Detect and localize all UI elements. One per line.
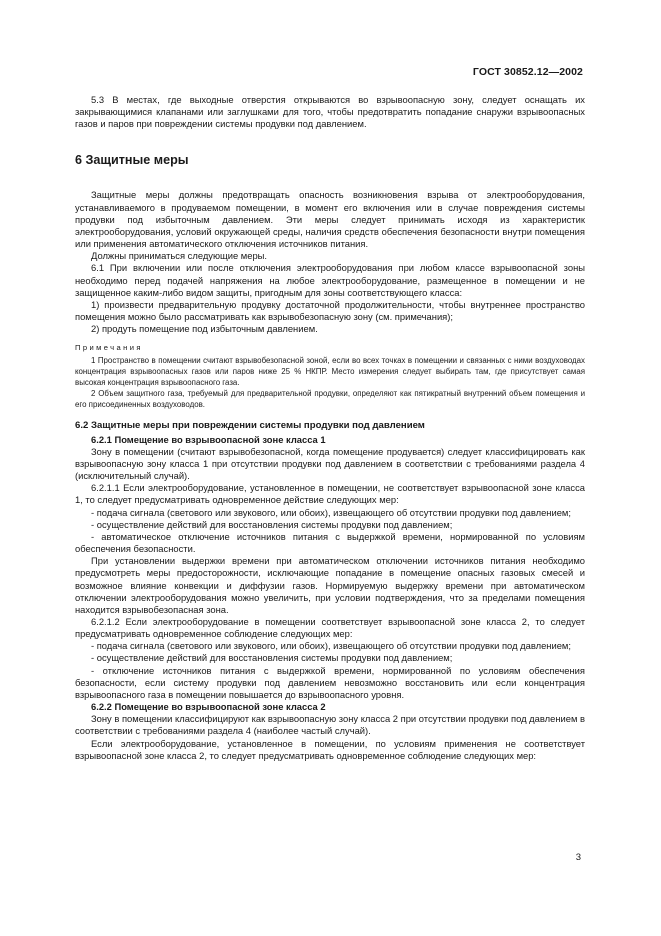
- section-6-intro: Защитные меры должны предотвращать опасность возникновения взрыва от электрооборудования, устанавливаемого в продуваемом помещении, в момент его включения или в случае повреждения системы продувки под избыточным давлением. Эти меры следует принимать исходя из характеристик электрооборудования, условий окружающей среды, наличия средств обеспечения безопасности внутри помещения или применения автоматического отключения источников питания.: [75, 189, 585, 250]
- document-code: ГОСТ 30852.12—2002: [472, 66, 583, 78]
- page-number: 3: [575, 852, 581, 863]
- list-item-1: 1) произвести предварительную продувку достаточной продолжительности, чтобы внутреннее пространство помещения можно было рассматривать как взрывобезопасную зону (см. примечания);: [75, 298, 585, 323]
- delay-paragraph: При установлении выдержки времени при автоматическом отключении источников питания необходимо предусмотреть меры предосторожности, исключающие попадание в помещение опасных газовых смесей и возможное влияние конвекции и диффузии газов. Нормируемую выдержку времени при автоматическом отключении электрооборудования можно увеличить, при условии подтверждения, что за пределами помещения находится взрывобезопасная зона.: [75, 555, 585, 615]
- list-item-a1: - подача сигнала (светового или звукового, или обоих), извещающего об отсутствии продувки под давлением;: [91, 506, 571, 518]
- section-6-2-1-1: 6.2.1.1 Если электрооборудование, установленное в помещении, не соответствует взрывоопасной зоне класса 1, то следует предусматривать одновременное действие следующих мер:: [75, 482, 585, 506]
- list-item-b2: - осуществление действий для восстановления системы продувки под давлением;: [91, 652, 453, 664]
- paragraph-6-1: 6.1 При включении или после отключения электрооборудования при любом классе взрывоопасной зоны необходимо перед подачей напряжения на любое электрооборудование, размещенное в помещении и не защищенное каким-либо видом защиты, пригодным для зоны соответствующего класса:: [75, 262, 585, 298]
- section-6-2-2-title: 6.2.2 Помещение во взрывоопасной зоне класса 2: [91, 701, 326, 713]
- list-item-2: 2) продуть помещение под избыточным давлением.: [91, 323, 318, 335]
- section-6-2-1-text: Зону в помещении (считают взрывобезопасной, когда помещение продувается) следует классифицировать как взрывоопасную зону класса 1 при отсутствии продувки под давлением в соответствии с требованиями раздела 4 (исключительный случай).: [75, 445, 585, 482]
- note-1: 1 Пространство в помещении считают взрывобезопасной зоной, если во всех точках в помещении и связанных с ними воздуховодах концентрация взрывоопасных газов или паров ниже 25 % НКПР. Место измерения следует выбирать там, где присутствует самая высокая концентрация взрывоопасного газа.: [75, 355, 585, 387]
- section-6-2-1-title: 6.2.1 Помещение во взрывоопасной зоне класса 1: [91, 433, 326, 445]
- section-6-2-title: 6.2 Защитные меры при повреждении системы продувки под давлением: [75, 419, 425, 431]
- list-item-b3: - отключение источников питания с выдержкой времени, нормированной по условиям обеспечения безопасности, если систему продувки под давлением невозможно восстановить или если концентрация взрывоопасного газа в помещении повышается до взрывоопасного уровня.: [75, 664, 585, 700]
- list-item-b1: - подача сигнала (светового или звукового, или обоих), извещающего об отсутствии продувки под давлением;: [91, 640, 571, 652]
- list-item-a2: - осуществление действий для восстановления системы продувки под давлением;: [91, 518, 453, 530]
- section-6-must: Должны приниматься следующие меры.: [91, 250, 268, 262]
- page-content: [75, 94, 585, 762]
- section-6-2-2-text2: Если электрооборудование, установленное в помещении, по условиям применения не соответствует взрывоопасной зоне класса 2, то следует предусматривать одновременное соблюдение следующих мер:: [75, 737, 585, 761]
- section-6-title: 6 Защитные меры: [75, 153, 189, 168]
- notes-heading: Примечания: [75, 343, 143, 353]
- section-6-2-2-text: Зону в помещении классифицируют как взрывоопасную зону класса 2 при отсутствии продувки под давлением в соответствии с требованиями раздела 4 (наиболее частый случай).: [75, 713, 585, 737]
- paragraph-5-3: 5.3 В местах, где выходные отверстия открываются во взрывоопасную зону, следует оснащать их закрывающимися клапанами или заглушками для того, чтобы предотвратить попадание снаружи взрывоопасных газов и паров при повреждении системы продувки под давлением.: [75, 94, 585, 130]
- section-6-2-1-2: 6.2.1.2 Если электрооборудование в помещении соответствует взрывоопасной зоне класса 2, то следует предусматривать одновременное соблюдение следующих мер:: [75, 616, 585, 640]
- note-2: 2 Объем защитного газа, требуемый для предварительной продувки, определяют как пятикратный внутренний объем помещения и его присоединенных воздуховодов.: [75, 389, 585, 410]
- list-item-a3: - автоматическое отключение источников питания с выдержкой времени, нормированной по условиям обеспечения безопасности.: [75, 530, 585, 555]
